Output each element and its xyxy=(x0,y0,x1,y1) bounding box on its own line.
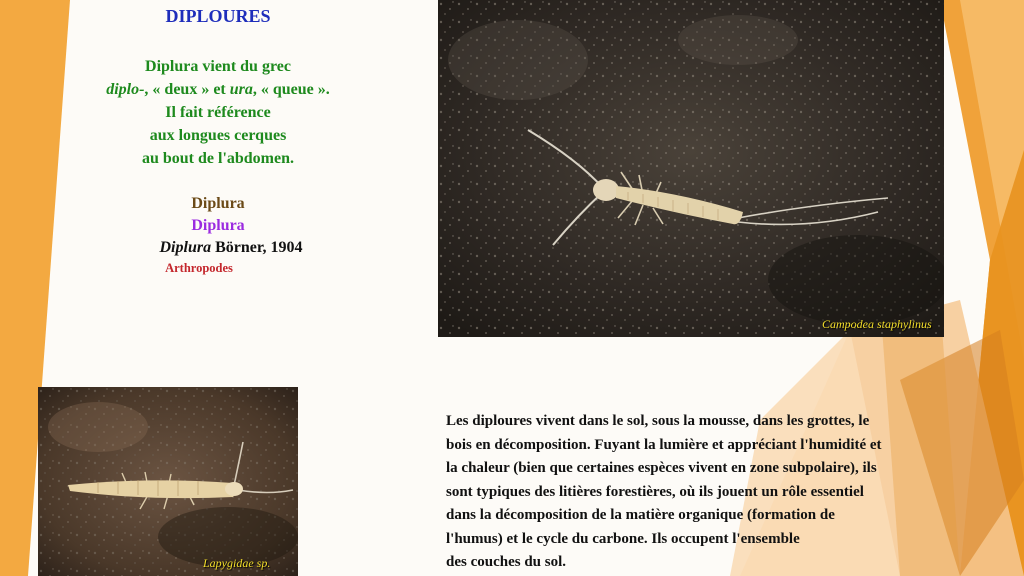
taxonomy-block xyxy=(100,193,336,277)
taxon-name-purple: Diplura xyxy=(191,217,245,234)
main-photo-caption: Campodea staphylinus xyxy=(822,317,932,331)
description-line: sont typiques des litières forestières, où ils jouent un rôle essentiel xyxy=(446,483,864,500)
etymology-line-1: Diplura vient du grec xyxy=(145,58,291,75)
taxon-genus-italic: Diplura xyxy=(159,239,212,256)
description-line: la chaleur (bien que certaines espèces vivent en zone subpolaire), ils xyxy=(446,460,877,476)
description-line: dans la décomposition de la matière organique (formation de xyxy=(446,507,835,523)
etymology-line-3: Il fait référence xyxy=(165,104,271,121)
description-line: Les diploures vivent dans le sol, sous la mousse, dans les grottes, le xyxy=(446,413,870,429)
main-photo xyxy=(438,0,944,337)
etymology-line-5: au bout de l'abdomen. xyxy=(141,150,295,167)
etymology-line-4: aux longues cerques xyxy=(149,127,287,144)
etymology-line-2-end: , « queue ». xyxy=(252,81,330,98)
description-line: des couches du sol. xyxy=(446,554,567,570)
taxon-name-brown: Diplura xyxy=(191,195,245,212)
etymology-word-ura: ura xyxy=(229,81,253,98)
small-photo-caption: Lapygidae sp. xyxy=(203,556,271,570)
page-title: DIPLOURES xyxy=(165,6,271,26)
etymology-text xyxy=(70,55,366,170)
small-photo xyxy=(38,387,298,576)
taxon-authority xyxy=(100,237,336,259)
etymology-line-2-mid: , « deux » et xyxy=(144,81,230,98)
description-text xyxy=(446,410,1016,575)
etymology-word-diplo: diplo- xyxy=(106,81,145,98)
description-line: bois en décomposition. Fuyant la lumière et appréciant l'humidité et xyxy=(446,436,882,453)
description-line: l'humus) et le cycle du carbone. Ils occupent l'ensemble xyxy=(446,530,800,547)
taxon-phylum: Arthropodes xyxy=(165,261,233,275)
taxon-author: Börner, 1904 xyxy=(211,239,303,256)
etymology-line-2 xyxy=(70,78,366,101)
